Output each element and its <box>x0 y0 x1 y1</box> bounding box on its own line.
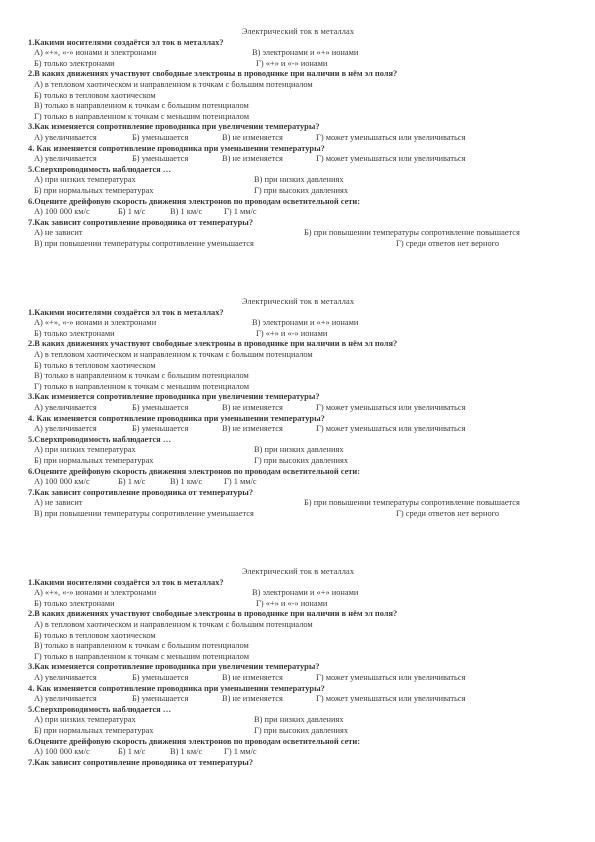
answer-row <box>28 498 568 509</box>
answer-row <box>28 133 568 144</box>
answer-option: В) только в направленном к точкам с большим потенциалом <box>34 641 249 651</box>
answer-option: В) только в направленном к точкам с большим потенциалом <box>34 101 249 111</box>
answer-option: Г) может уменьшаться или увеличиваться <box>316 402 466 412</box>
answer-option: В) не изменяется <box>222 424 283 434</box>
question-6: 6.Оцените дрейфовую скорость движения электронов по проводам осветительной сети: <box>28 196 361 206</box>
answer-option: В) электронами и «+» ионами <box>252 48 359 58</box>
answer-row <box>28 599 568 610</box>
answer-option: Б) при нормальных температурах <box>34 725 154 735</box>
question-4: 4. Как изменяется сопротивление проводника при уменьшении температуры? <box>28 413 325 423</box>
answer-option: В) 1 км/с <box>170 477 203 487</box>
answer-row <box>28 673 568 684</box>
answer-option: В) не изменяется <box>222 132 283 142</box>
answer-option: Г) среди ответов нет верного <box>396 238 500 248</box>
answer-option: В) не изменяется <box>222 154 283 164</box>
answer-row <box>28 456 568 467</box>
question-2: 2.В каких движениях участвуют свободные электроны в проводнике при наличии в нём эл поля? <box>28 69 398 79</box>
question-3: 3.Как изменяется сопротивление проводника при увеличении температуры? <box>28 662 320 672</box>
answer-row <box>28 403 568 414</box>
test-variant-1 <box>28 27 568 249</box>
answer-row <box>28 239 568 250</box>
answer-option: Б) при нормальных температурах <box>34 185 154 195</box>
test-variant-3 <box>28 567 568 768</box>
answer-option: В) при повышении температуры сопротивление уменьшается <box>34 508 254 518</box>
answer-option: А) 100 000 км/с <box>34 477 90 487</box>
answer-option: Г) при высоких давлениях <box>254 455 349 465</box>
question-7: 7.Как зависит сопротивление проводника от температуры? <box>28 487 254 497</box>
answer-option: Г) только в направленном к точкам с меньшим потенциалом <box>34 651 250 661</box>
answer-option: В) только в направленном к точкам с большим потенциалом <box>34 371 249 381</box>
question-3: 3.Как изменяется сопротивление проводника при увеличении температуры? <box>28 122 320 132</box>
answer-option: В) не изменяется <box>222 672 283 682</box>
answer-option: А) 100 000 км/с <box>34 207 90 217</box>
answer-option: А) увеличивается <box>34 132 97 142</box>
question-7: 7.Как зависит сопротивление проводника от температуры? <box>28 217 254 227</box>
worksheet-title: Электрический ток в металлах <box>241 27 355 36</box>
answer-row <box>28 747 568 758</box>
answer-option: Б) только электронами <box>34 598 115 608</box>
answer-option: А) «+», «-» ионами и электронами <box>34 318 157 328</box>
answer-option: Б) при повышении температуры сопротивление повышается <box>304 228 520 238</box>
answer-option: Б) только электронами <box>34 58 115 68</box>
answer-option: А) увеличивается <box>34 402 97 412</box>
answer-option: А) при низких температурах <box>34 175 136 185</box>
answer-option: Б) уменьшается <box>132 154 189 164</box>
answer-option: А) в тепловом хаотическом и направленном к точкам с большим потенциалом <box>34 619 313 629</box>
answer-option: Г) может уменьшаться или увеличиваться <box>316 424 466 434</box>
answer-row <box>28 318 568 329</box>
question-1: 1.Какими носителями создаётся эл ток в металлах? <box>28 307 224 317</box>
answer-option: А) увеличивается <box>34 424 97 434</box>
answer-option: Г) среди ответов нет верного <box>396 508 500 518</box>
answer-option: Г) может уменьшаться или увеличиваться <box>316 132 466 142</box>
answer-option: Б) уменьшается <box>132 132 189 142</box>
answer-row <box>28 228 568 239</box>
answer-option: А) увеличивается <box>34 694 97 704</box>
answer-option: Б) только в тепловом хаотическом <box>34 360 156 370</box>
answer-option: Б) 1 м/с <box>118 747 146 757</box>
answer-row <box>28 175 568 186</box>
answer-row <box>28 154 568 165</box>
answer-option: Б) при повышении температуры сопротивление повышается <box>304 498 520 508</box>
answer-option: А) в тепловом хаотическом и направленном к точкам с большим потенциалом <box>34 349 313 359</box>
answer-option: Г) «+» и «-» ионами <box>256 58 328 68</box>
question-2: 2.В каких движениях участвуют свободные электроны в проводнике при наличии в нём эл поля? <box>28 339 398 349</box>
answer-option: Г) может уменьшаться или увеличиваться <box>316 154 466 164</box>
answer-option: Г) при высоких давлениях <box>254 725 349 735</box>
answer-row <box>28 588 568 599</box>
answer-option: В) при повышении температуры сопротивление уменьшается <box>34 238 254 248</box>
answer-option: Б) только в тепловом хаотическом <box>34 630 156 640</box>
question-5: 5.Сверхпроводимость наблюдается … <box>28 704 172 714</box>
answer-option: А) в тепловом хаотическом и направленном к точкам с большим потенциалом <box>34 79 313 89</box>
answer-option: Б) уменьшается <box>132 424 189 434</box>
answer-option: А) при низких температурах <box>34 715 136 725</box>
answer-option: А) увеличивается <box>34 672 97 682</box>
answer-row <box>28 59 568 70</box>
question-6: 6.Оцените дрейфовую скорость движения электронов по проводам осветительной сети: <box>28 466 361 476</box>
answer-option: В) электронами и «+» ионами <box>252 318 359 328</box>
answer-option: В) электронами и «+» ионами <box>252 588 359 598</box>
answer-option: А) увеличивается <box>34 154 97 164</box>
question-1: 1.Какими носителями создаётся эл ток в металлах? <box>28 577 224 587</box>
answer-row <box>28 509 568 520</box>
answer-row <box>28 477 568 488</box>
answer-option: В) не изменяется <box>222 694 283 704</box>
answer-option: Б) уменьшается <box>132 402 189 412</box>
test-variant-2 <box>28 297 568 519</box>
answer-option: А) при низких температурах <box>34 445 136 455</box>
answer-row <box>28 329 568 340</box>
answer-option: Г) «+» и «-» ионами <box>256 328 328 338</box>
answer-option: Г) может уменьшаться или увеличиваться <box>316 672 466 682</box>
answer-option: В) 1 км/с <box>170 207 203 217</box>
answer-option: В) при низких давлениях <box>254 715 344 725</box>
answer-option: Г) «+» и «-» ионами <box>256 598 328 608</box>
answer-option: Б) только в тепловом хаотическом <box>34 90 156 100</box>
worksheet-title: Электрический ток в металлах <box>241 567 355 576</box>
answer-row <box>28 715 568 726</box>
answer-option: В) при низких давлениях <box>254 445 344 455</box>
answer-option: Б) только электронами <box>34 328 115 338</box>
answer-row <box>28 445 568 456</box>
question-4: 4. Как изменяется сопротивление проводника при уменьшении температуры? <box>28 143 325 153</box>
question-6: 6.Оцените дрейфовую скорость движения электронов по проводам осветительной сети: <box>28 736 361 746</box>
answer-option: Г) 1 мм/с <box>224 477 257 487</box>
answer-row <box>28 694 568 705</box>
answer-row <box>28 207 568 218</box>
answer-option: А) 100 000 км/с <box>34 747 90 757</box>
question-3: 3.Как изменяется сопротивление проводника при увеличении температуры? <box>28 392 320 402</box>
answer-option: Г) только в направленном к точкам с меньшим потенциалом <box>34 111 250 121</box>
answer-option: Б) при нормальных температурах <box>34 455 154 465</box>
answer-option: Г) 1 мм/с <box>224 747 257 757</box>
answer-option: А) «+», «-» ионами и электронами <box>34 588 157 598</box>
question-5: 5.Сверхпроводимость наблюдается … <box>28 164 172 174</box>
answer-row <box>28 726 568 737</box>
answer-row <box>28 186 568 197</box>
answer-option: В) не изменяется <box>222 402 283 412</box>
answer-option: Б) 1 м/с <box>118 207 146 217</box>
question-4: 4. Как изменяется сопротивление проводника при уменьшении температуры? <box>28 683 325 693</box>
worksheet-title: Электрический ток в металлах <box>241 297 355 306</box>
answer-option: Г) 1 мм/с <box>224 207 257 217</box>
answer-option: Г) при высоких давлениях <box>254 185 349 195</box>
answer-option: В) 1 км/с <box>170 747 203 757</box>
answer-option: Г) только в направленном к точкам с меньшим потенциалом <box>34 381 250 391</box>
answer-option: Б) 1 м/с <box>118 477 146 487</box>
answer-row <box>28 424 568 435</box>
question-7: 7.Как зависит сопротивление проводника от температуры? <box>28 757 254 767</box>
answer-row <box>28 48 568 59</box>
question-5: 5.Сверхпроводимость наблюдается … <box>28 434 172 444</box>
question-1: 1.Какими носителями создаётся эл ток в металлах? <box>28 37 224 47</box>
answer-option: Б) уменьшается <box>132 694 189 704</box>
answer-option: А) не зависит <box>34 228 83 238</box>
answer-option: В) при низких давлениях <box>254 175 344 185</box>
answer-option: А) «+», «-» ионами и электронами <box>34 48 157 58</box>
answer-option: А) не зависит <box>34 498 83 508</box>
answer-option: Г) может уменьшаться или увеличиваться <box>316 694 466 704</box>
answer-option: Б) уменьшается <box>132 672 189 682</box>
question-2: 2.В каких движениях участвуют свободные электроны в проводнике при наличии в нём эл поля? <box>28 609 398 619</box>
